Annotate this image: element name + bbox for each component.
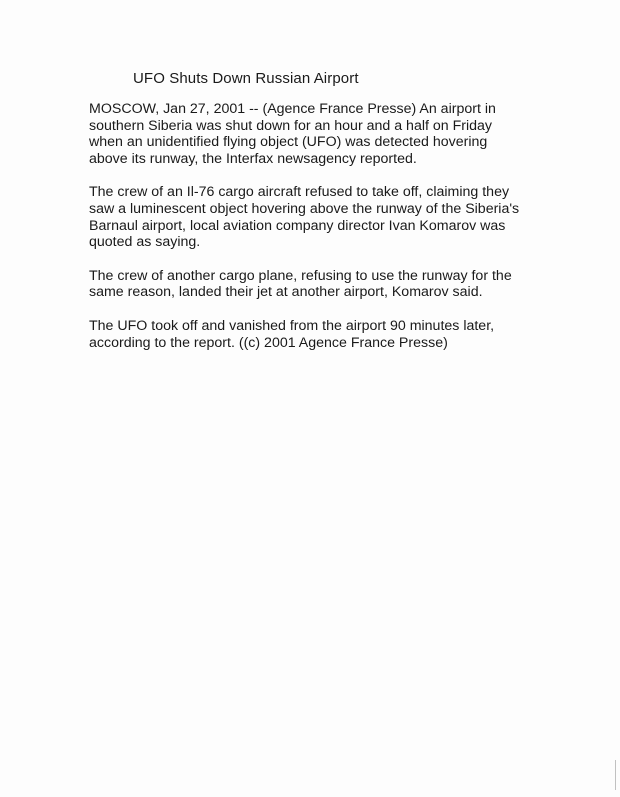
paragraph-3: The crew of another cargo plane, refusing to use the runway for the same reason, landed their jet at another airport, Komarov said. <box>89 267 512 301</box>
paragraph-4: The UFO took off and vanished from the airport 90 minutes later, according to the report. ((c) 2001 Agence France Presse) <box>89 317 495 351</box>
article-title: UFO Shuts Down Russian Airport <box>133 70 359 87</box>
article-body <box>89 101 529 368</box>
scan-edge-mark <box>615 760 616 790</box>
paragraph-2: The crew of an Il-76 cargo aircraft refused to take off, claiming they saw a luminescent object hovering above the runway of the Siberia's Barnaul airport, local aviation company director Ivan Komarov was quoted as saying. <box>89 184 520 251</box>
paragraph-1: MOSCOW, Jan 27, 2001 -- (Agence France Presse) An airport in southern Siberia was shut down for an hour and a half on Friday when an unidentified flying object (UFO) was detected hovering above its runway, the Interfax newsagency reported. <box>89 101 496 167</box>
